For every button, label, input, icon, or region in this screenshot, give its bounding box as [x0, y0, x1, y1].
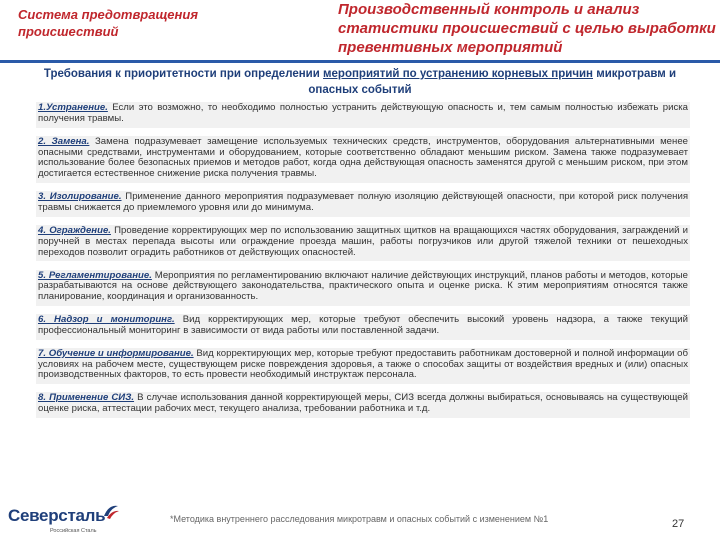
subtitle-part-3: микротравм и опасных событий: [308, 68, 677, 96]
measure-item-3: [36, 191, 690, 217]
measures-list: [36, 102, 690, 426]
measure-item-5: [36, 270, 690, 306]
measure-item-8: [36, 392, 690, 418]
subtitle-part-1: Требования к приоритетности при определении: [43, 68, 324, 80]
measure-item-1: [36, 102, 690, 128]
header-divider: [0, 60, 720, 63]
measure-label: 6. Надзор и мониторинг.: [38, 314, 175, 326]
measure-label: 1.Устранение.: [38, 102, 108, 113]
measure-label: 8. Применение СИЗ.: [38, 392, 135, 404]
measure-text: Применение данного мероприятия подразумевает полную изоляцию действующей опасности, при которой риск получения травмы снижается до приемлемого уровня или до минимума.: [38, 191, 689, 213]
measure-label: 2. Замена.: [38, 135, 90, 147]
measure-text: Замена подразумевает замещение используемых технических средств, инструментов, оборудования альтернативными менее опасными средствами, инструментами и оборудованием, которые соответственно обладают меньшим риском. Замена также подразумевает использование более безопасных приемов и методов работ, когда одна действующая опасность заменятся другой с меньшим риском, при этом достигается естественное снижение риска получения травмы.: [38, 135, 688, 180]
measure-item-4: [36, 225, 690, 261]
measure-item-7: [36, 348, 690, 384]
logo-subtitle: Российская Сталь: [50, 528, 97, 534]
measure-label: 5. Регламентирование.: [38, 269, 152, 281]
measure-label: 7. Обучение и информирование.: [38, 347, 194, 359]
measure-item-6: [36, 314, 690, 340]
measure-text: Вид корректирующих мер, которые требуют обеспечить высокий уровень надзора, а также текущий профессиональный мониторинг в зависимости от вида работы или поставленной задачи.: [38, 314, 688, 336]
measure-item-2: [36, 136, 690, 183]
measure-text: Если это возможно, то необходимо полностью устранить действующую опасность и, тем самым полностью избежать риска получения травмы.: [38, 102, 688, 124]
footnote: *Методика внутреннего расследования микротравм и опасных событий с изменением №1: [170, 514, 549, 524]
slide-subtitle: [20, 66, 700, 98]
measure-text: Проведение корректирующих мер по использованию защитных щитков на вращающихся частях оборудования, заграждений и поручней в местах перепада высоты или ограждение проезда машин, работы погрузчиков или другой тяжелой техники от пешеходных переходов позволит оградить работников от действующих опасностей.: [38, 224, 689, 258]
measure-label: 3. Изолирование.: [38, 191, 122, 203]
subtitle-part-2: мероприятий по устранению корневых причин: [323, 68, 594, 80]
measure-text: В случае использования данной корректирующей меры, СИЗ всегда должны выбираться, основываясь на существующей оценке риска, аттестации рабочих мест, текущего анализа, требовании работника и т.д.: [38, 392, 688, 415]
slide-title: Производственный контроль и анализ статистики происшествий с целью выработки превентивных мероприятий: [338, 1, 716, 56]
logo-name: Северсталь: [8, 506, 106, 525]
measure-label: 4. Ограждение.: [38, 224, 111, 236]
page-number: 27: [672, 518, 685, 530]
measure-text: Мероприятия по регламентированию включают наличие действующих инструкций, планов работы и методов, которые разрабатываются на основе действующего законодательства, практического опыта и оценке риска. К этим мероприятиям относятся также планирование, координация и организованность.: [38, 269, 688, 303]
measure-text: Вид корректирующих мер, которые требуют предоставить работникам достоверной и полной информации об условиях на рабочем месте, существующем риске повреждения здоровья, а также о способах защиты от воздействия вредных и (или) опасных производственных факторов, то есть провести необходимый инструктаж персонала.: [38, 347, 688, 381]
logo-mark-icon: [101, 502, 121, 522]
section-title: Система предотвращения происшествий: [18, 7, 198, 39]
severstal-logo: [8, 506, 128, 538]
